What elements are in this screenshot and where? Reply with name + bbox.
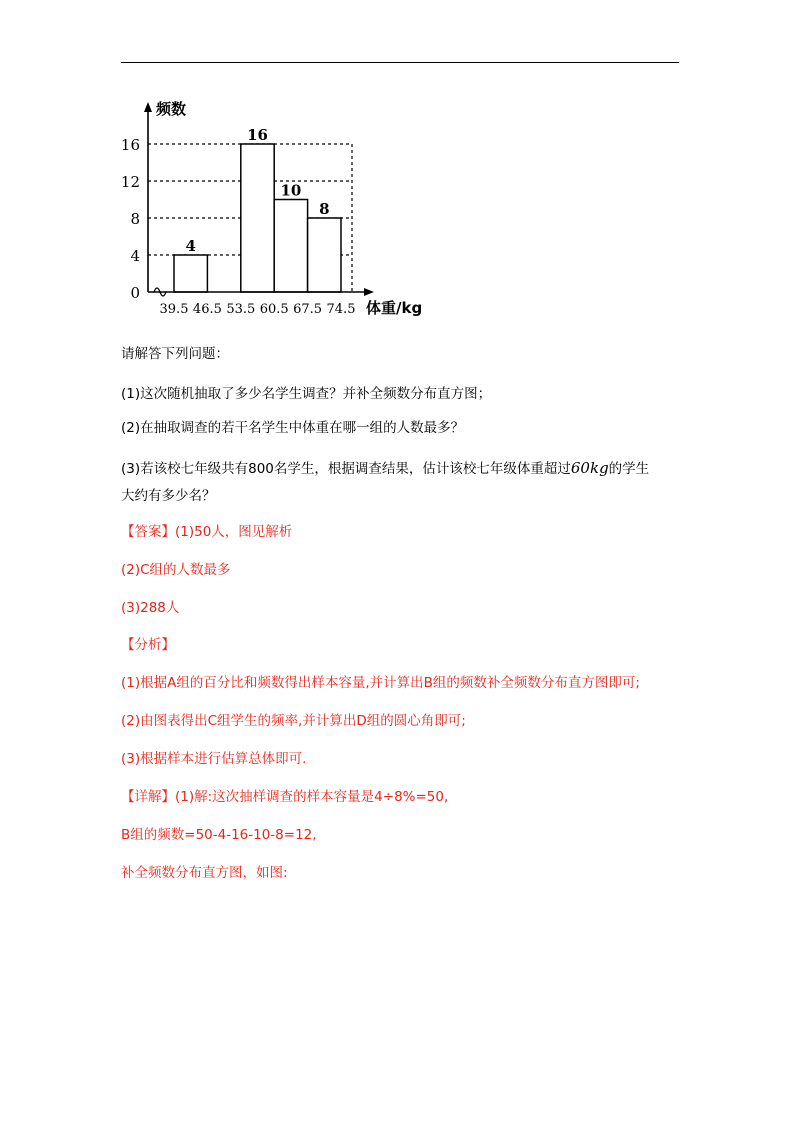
question-3-pre: (3)若该校七年级共有800名学生，根据调查结果，估计该校七年级体重超过 <box>121 461 571 477</box>
histogram-bar <box>241 144 274 292</box>
y-tick-label: 16 <box>120 136 140 154</box>
histogram-bar <box>174 255 207 292</box>
x-axis-label: 体重/kg <box>366 299 423 317</box>
y-axis-label: 频数 <box>156 100 187 118</box>
bar-value-label: 10 <box>280 181 302 200</box>
x-tick-label: 53.5 <box>226 302 256 317</box>
x-axis-arrow <box>364 288 374 296</box>
y-tick-label: 4 <box>130 247 140 265</box>
analysis-title: 【分析】 <box>121 637 175 653</box>
bar-value-label: 4 <box>185 237 196 255</box>
bar-value-label: 16 <box>247 126 268 144</box>
bar-value-label: 8 <box>319 200 330 218</box>
histogram-bar <box>308 218 341 292</box>
question-1: (1)这次随机抽取了多少名学生调查？并补全频数分布直方图； <box>121 386 492 402</box>
detail-1: 【详解】(1)解:这次抽样调查的样本容量是4÷8%=50, <box>121 789 449 805</box>
analysis-3: (3)根据样本进行估算总体即可. <box>121 751 307 767</box>
x-tick-label: 67.5 <box>293 302 323 317</box>
y-axis-arrow <box>144 102 152 112</box>
answer-2: (2)C组的人数最多 <box>121 562 231 578</box>
answer-1: 【答案】(1)50人，图见解析 <box>121 524 293 540</box>
question-3-line-2: 大约有多少名？ <box>121 488 216 504</box>
x-tick-label: 74.5 <box>326 302 356 317</box>
histogram-bar <box>274 200 307 293</box>
weight-formula: 60kg <box>570 459 609 477</box>
detail-2: B组的频数=50-4-16-10-8=12, <box>121 827 317 843</box>
x-tick-label: 39.5 <box>159 302 189 317</box>
detail-3: 补全频数分布直方图，如图: <box>121 865 288 881</box>
analysis-1: (1)根据A组的百分比和频数得出样本容量,并计算出B组的频数补全频数分布直方图即可; <box>121 675 640 691</box>
question-2: (2)在抽取调查的若干名学生中体重在哪一组的人数最多？ <box>121 420 465 436</box>
prompt-text: 请解答下列问题： <box>121 346 229 362</box>
y-tick-label: 12 <box>120 173 140 191</box>
question-3-post: 的学生 <box>608 461 650 477</box>
y-tick-label: 0 <box>130 284 140 302</box>
x-tick-label: 46.5 <box>192 302 222 317</box>
analysis-2: (2)由图表得出C组学生的频率,并计算出D组的圆心角即可; <box>121 713 466 729</box>
question-3-line-1 <box>121 458 649 479</box>
histogram-chart <box>0 0 800 330</box>
answer-3: (3)288人 <box>121 600 180 616</box>
x-tick-label: 60.5 <box>259 302 289 317</box>
y-tick-label: 8 <box>130 210 140 228</box>
